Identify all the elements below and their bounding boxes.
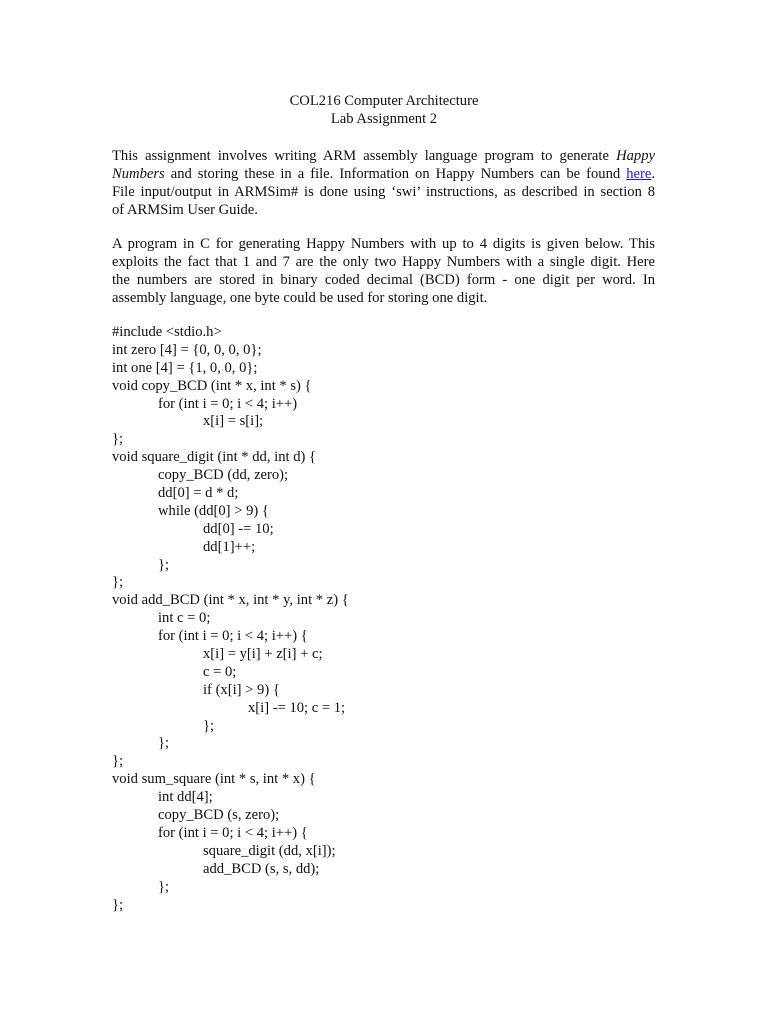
description-line: assembly language, one byte could be used for storing one digit. (112, 290, 488, 306)
code-line: void square_digit (int * dd, int d) { (112, 449, 316, 466)
code-line: dd[0] -= 10; (203, 520, 274, 537)
document-header (0, 92, 768, 128)
code-line: square_digit (dd, x[i]); (203, 842, 336, 859)
code-line: }; (112, 574, 124, 591)
happy-emphasis: Happy (616, 148, 655, 164)
code-line: }; (112, 431, 124, 448)
code-line: }; (112, 896, 124, 913)
assignment-title: Lab Assignment 2 (330, 111, 438, 127)
intro-line-2 (112, 165, 655, 183)
code-line: c = 0; (203, 663, 237, 680)
numbers-emphasis: Numbers (112, 166, 165, 182)
course-title: COL216 Computer Architecture (289, 93, 479, 109)
code-line: void copy_BCD (int * x, int * s) { (112, 377, 312, 394)
code-line: for (int i = 0; i < 4; i++) (158, 395, 298, 412)
intro-line-3: File input/output in ARMSim# is done using ‘swi’ instructions, as described in section 8 (112, 184, 655, 200)
code-line: int c = 0; (158, 610, 211, 627)
c-code-listing (112, 324, 672, 914)
code-line: int one [4] = {1, 0, 0, 0}; (112, 359, 258, 376)
code-line: if (x[i] > 9) { (203, 681, 280, 698)
code-line: copy_BCD (s, zero); (158, 807, 280, 824)
code-line: x[i] = s[i]; (203, 413, 264, 430)
code-line: for (int i = 0; i < 4; i++) { (158, 824, 308, 841)
code-line: int dd[4]; (158, 789, 213, 806)
code-line: int zero [4] = {0, 0, 0, 0}; (112, 341, 262, 358)
description-line: the numbers are stored in binary coded decimal (BCD) form - one digit per word. In (112, 272, 655, 288)
code-line: x[i] -= 10; c = 1; (248, 699, 346, 716)
code-line: add_BCD (s, s, dd); (203, 860, 320, 877)
code-line: }; (158, 735, 170, 752)
here-link[interactable]: here (626, 166, 652, 182)
code-line: dd[0] = d * d; (158, 485, 239, 502)
intro-line-4: of ARMSim User Guide. (112, 202, 258, 218)
code-line: #include <stdio.h> (112, 324, 222, 340)
code-line: }; (112, 753, 124, 770)
intro-line-1 (112, 147, 655, 165)
code-line: dd[1]++; (203, 538, 256, 555)
intro-text: . (651, 166, 655, 182)
description-line: exploits the fact that 1 and 7 are the only two Happy Numbers with a single digit. Here (112, 254, 655, 270)
code-line: }; (203, 717, 215, 734)
code-line: void add_BCD (int * x, int * y, int * z) { (112, 592, 349, 609)
program-description-paragraph (112, 235, 655, 307)
code-line: while (dd[0] > 9) { (158, 502, 269, 519)
description-line: A program in C for generating Happy Numbers with up to 4 digits is given below. This (112, 236, 655, 252)
code-line: }; (158, 556, 170, 573)
code-line: }; (158, 878, 170, 895)
intro-paragraph (112, 147, 655, 219)
code-line: x[i] = y[i] + z[i] + c; (203, 646, 323, 663)
intro-text: and storing these in a file. Information on Happy Numbers can be found (164, 166, 627, 182)
code-line: for (int i = 0; i < 4; i++) { (158, 628, 308, 645)
code-line: void sum_square (int * s, int * x) { (112, 771, 316, 788)
intro-text: This assignment involves writing ARM assembly language program to generate (112, 148, 617, 164)
code-line: copy_BCD (dd, zero); (158, 467, 289, 484)
